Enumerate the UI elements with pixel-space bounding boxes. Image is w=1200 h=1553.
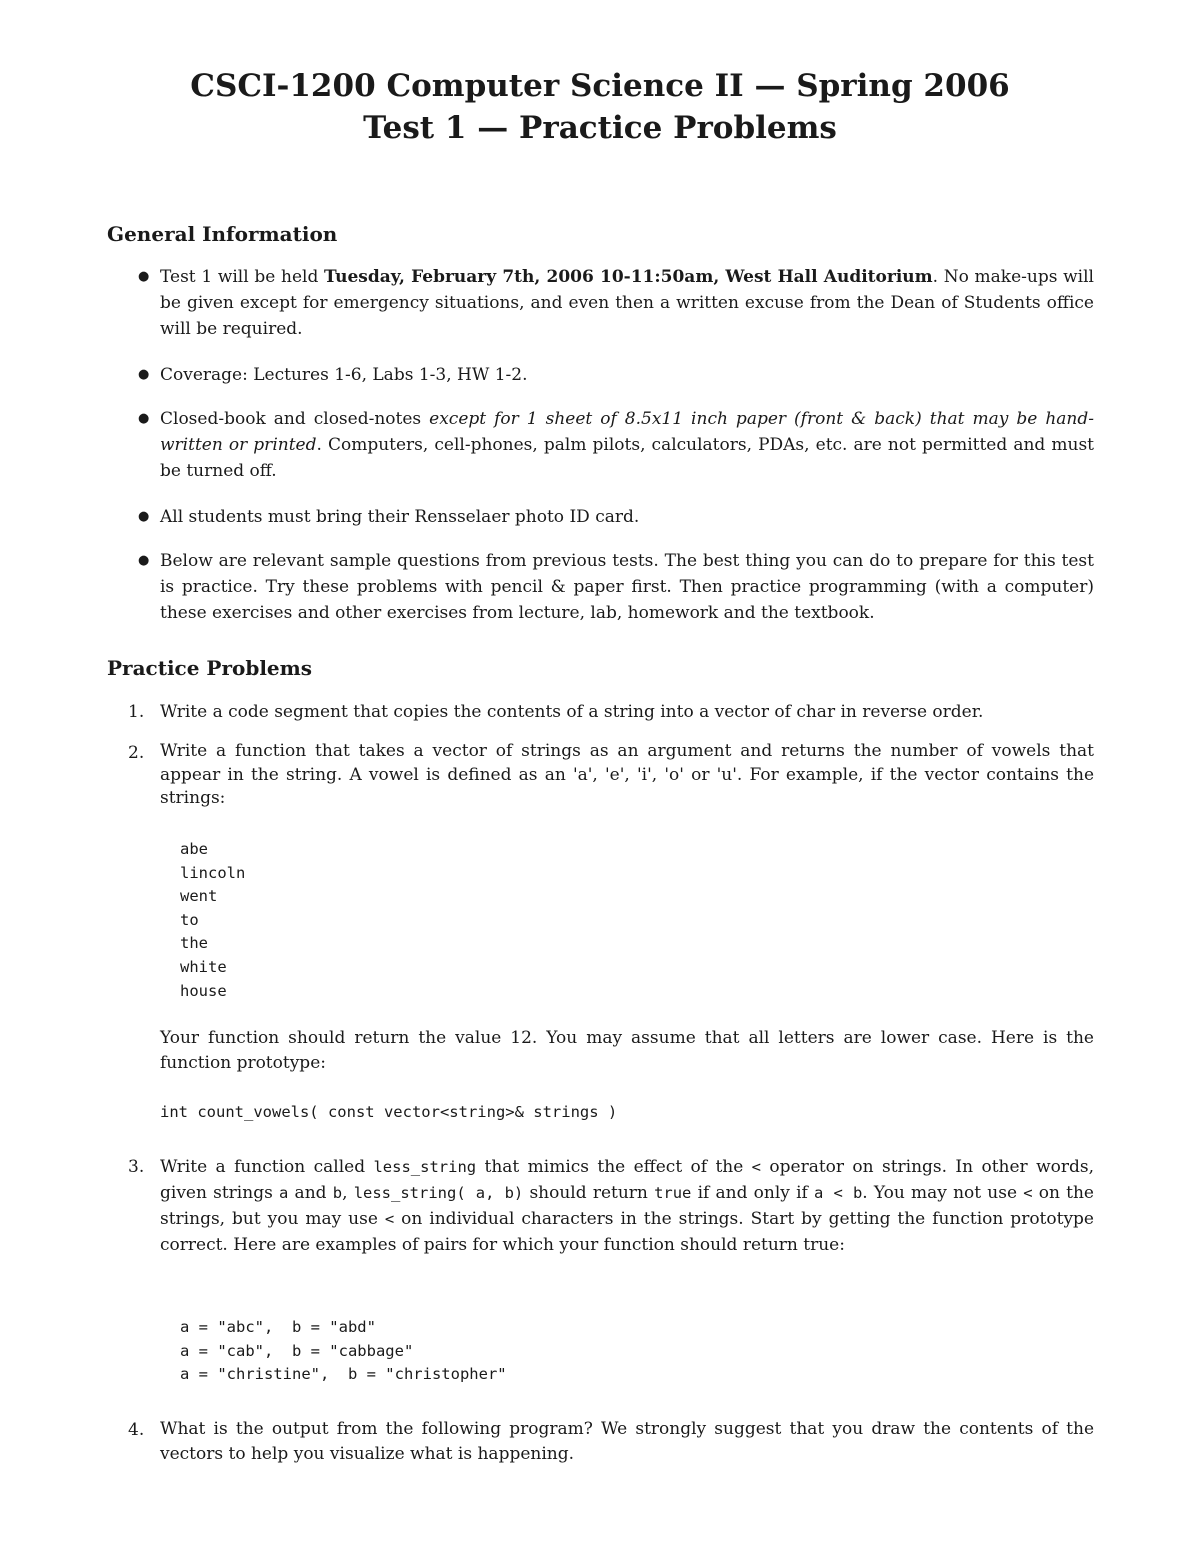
bullet-marker: ● [138,411,150,426]
bullet-practice-advice: Below are relevant sample questions from previous tests. The best thing you can do to prepare for this test is practice. Try these problems with pencil & paper first. Then practice programming (with a computer) these exercises and other exercises from lecture, lab, homework and the textbook. [160,551,1094,623]
problem-2-word-list: abe lincoln went to the white house [180,840,246,1000]
problem-2-after-text: Your function should return the value 12. You may assume that all letters are lower case. Here is the function prototype: [160,1028,1094,1073]
general-info-heading: General Information [107,222,338,246]
page-title-line-2: Test 1 — Practice Problems [363,110,837,146]
problem-number: 1. [128,702,145,722]
problem-2-text: Write a function that takes a vector of strings as an argument and returns the number of vowels that appear in the string. A vowel is defined as an 'a', 'e', 'i', 'o' or 'u'. For example, if the vector contains the strings: [160,741,1094,808]
problem-number: 3. [128,1157,145,1177]
problem-number: 2. [128,743,145,763]
bullet-marker: ● [138,367,150,382]
bullet-coverage: Coverage: Lectures 1-6, Labs 1-3, HW 1-2. [160,365,528,385]
bullet-test-date: Test 1 will be held Tuesday, February 7th, 2006 10-11:50am, West Hall Auditorium. No make-ups will be given except for emergency situations, and even then a written excuse from the Dean of Students office will be required. [160,267,1094,339]
problem-4-text: What is the output from the following program? We strongly suggest that you draw the contents of the vectors to help you visualize what is happening. [160,1419,1094,1464]
bullet-photo-id: All students must bring their Rensselaer photo ID card. [160,507,640,527]
bullet-marker: ● [138,269,150,284]
problem-1-text: Write a code segment that copies the contents of a string into a vector of char in reverse order. [160,702,984,722]
bullet-marker: ● [138,553,150,568]
practice-problems-heading: Practice Problems [107,656,313,680]
problem-2-prototype: int count_vowels( const vector<string>& strings ) [160,1103,618,1121]
bullet-closed-book: Closed-book and closed-notes except for 1 sheet of 8.5x11 inch paper (front & back) that may be hand-written or printed. Computers, cell-phones, palm pilots, calculators, PDAs, etc. are not permitted and must be turned off. [160,409,1094,481]
problem-3-text: Write a function called less_string that mimics the effect of the < operator on strings. In other words, given strings a and b, less_string( a, b) should return true if and only if a < b. You may not use < on the strings, but you may use < on individual characters in the strings. Start by getting the function prototype correct. Here are examples of pairs for which your function should return true: [160,1157,1094,1255]
problem-number: 4. [128,1420,145,1440]
problem-3-examples: a = "abc", b = "abd" a = "cab", b = "cabbage" a = "christine", b = "christopher" [180,1318,507,1384]
bullet-marker: ● [138,509,150,524]
page-title-line-1: CSCI-1200 Computer Science II — Spring 2006 [190,68,1010,104]
